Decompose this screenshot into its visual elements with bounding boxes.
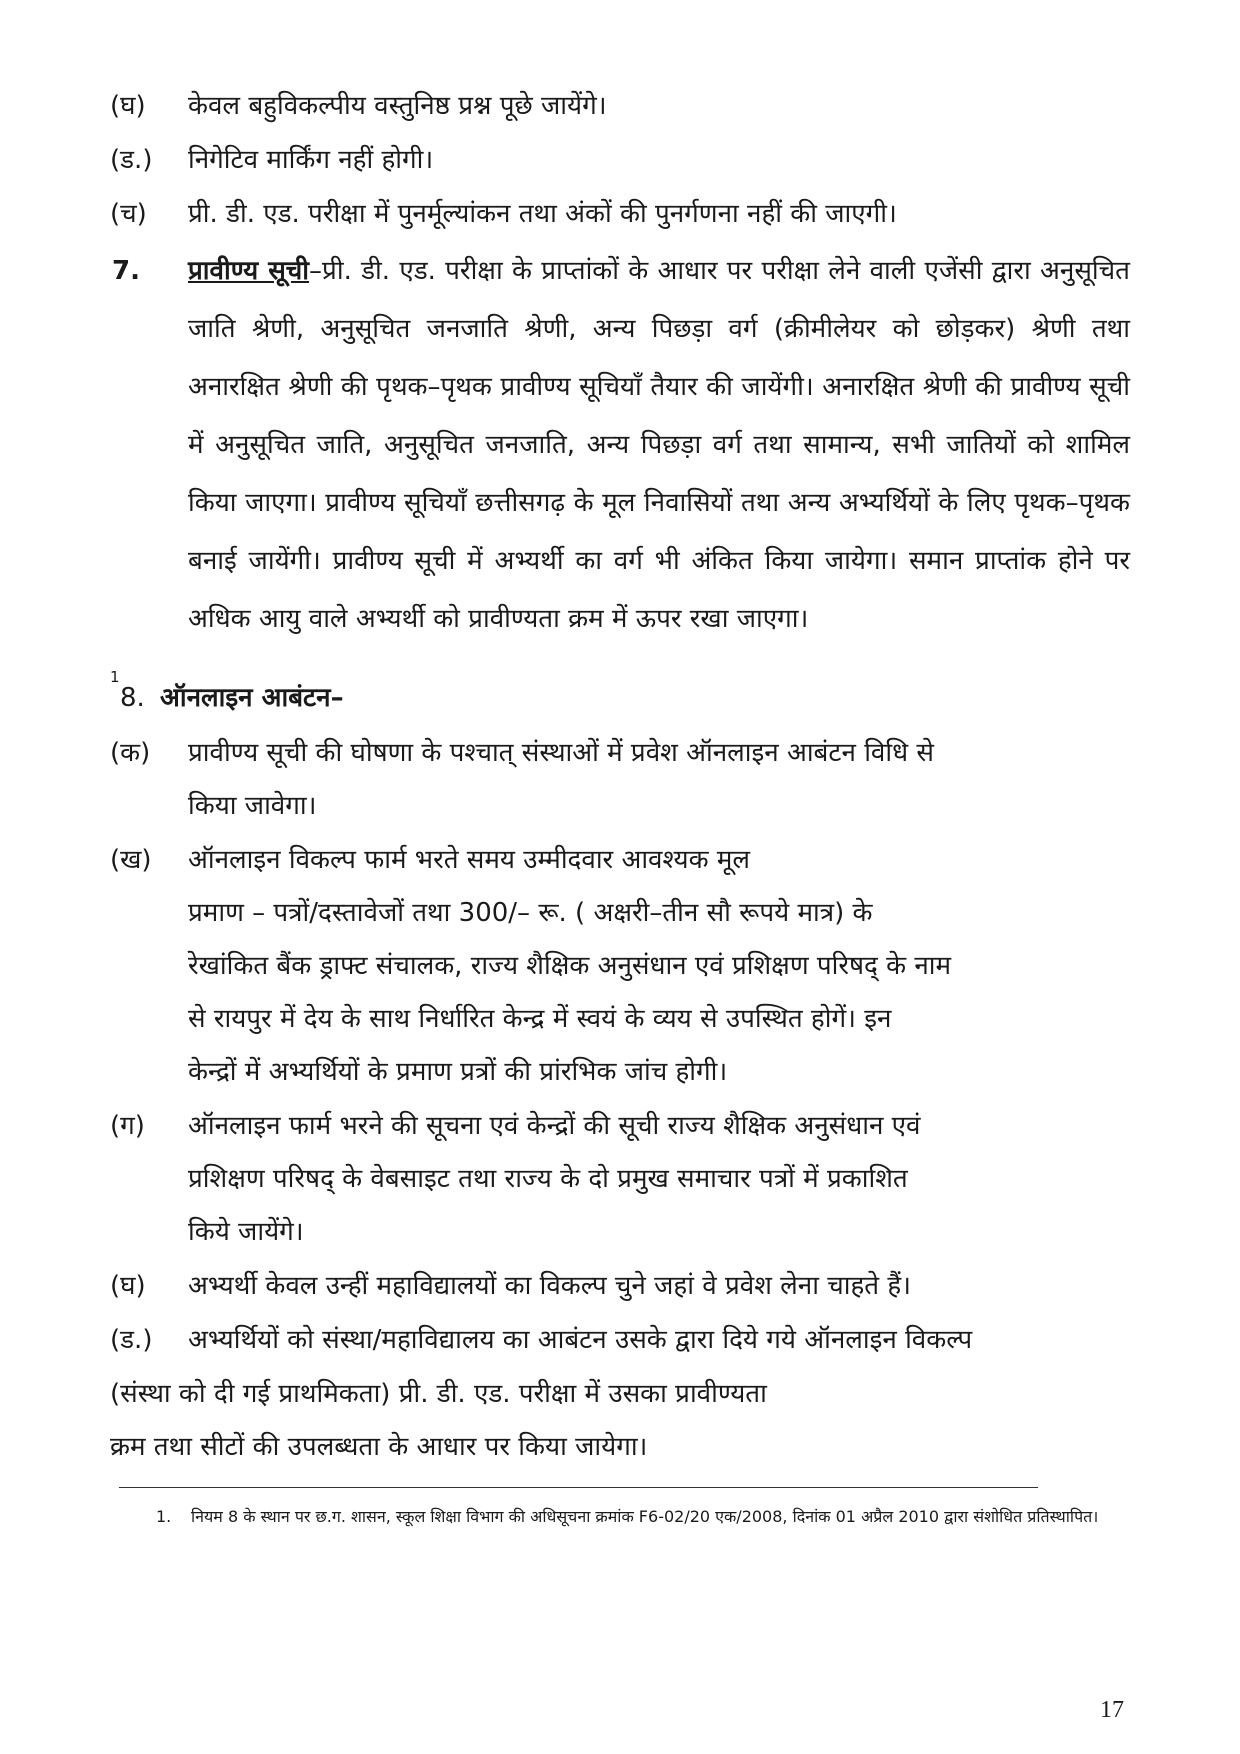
section-body: –प्री. डी. एड. परीक्षा के प्राप्तांकों के आधार पर परीक्षा लेने वाली एजेंसी द्वारा अनुसूचित जाति श्रेणी, अनुसूचित जनजाति श्रेणी, अन्य पिछड़ा वर्ग (क्रीमीलेयर को छोड़कर) श्रेणी तथा अनारक्षित श्रेणी की पृथक–पृथक प्रावीण्य सूचियाँ तैयार की जायेंगी। अनारक्षित श्रेणी की प्रावीण्य सूची में अनुसूचित जाति, अनुसूचित जनजाति, अन्य पिछड़ा वर्ग तथा सामान्य, सभी जातियों को शामिल किया जाएगा। प्रावीण्य सूचियाँ छत्तीसगढ़ के मूल निवासियों तथा अन्य अभ्यर्थियों के लिए पृथक–पृथक बनाई जायेंगी। प्रावीण्य सूची में अभ्यर्थी का वर्ग भी अंकित किया जायेगा। समान प्राप्तांक होने पर अधिक आयु वाले अभ्यर्थी को प्रावीण्यता क्रम में ऊपर रखा जाएगा। — [188, 256, 1130, 634]
footnote-number: 1. — [156, 1507, 172, 1526]
clause-line: प्रमाण – पत्रों/दस्तावेजों तथा 300/– रू. ( अक्षरी–तीन सौ रूपये मात्र) के — [188, 898, 873, 928]
clause-label: (घ) — [110, 1271, 146, 1301]
clause-line: प्रशिक्षण परिषद् के वेबसाइट तथा राज्य के दो प्रमुख समाचार पत्रों में प्रकाशित — [188, 1164, 908, 1194]
clause-label: (घ) — [110, 91, 146, 121]
clause-line: अभ्यर्थियों को संस्था/महाविद्यालय का आबंटन उसके द्वारा दिये गये ऑनलाइन विकल्प — [188, 1325, 973, 1355]
clause-label: (क) — [110, 738, 151, 768]
section-7-paragraph — [188, 242, 1130, 648]
clause-label: (ग) — [110, 1111, 145, 1141]
clause-line: रेखांकित बैंक ड्राफ्ट संचालक, राज्य शैक्षिक अनुसंधान एवं प्रशिक्षण परिषद् के नाम — [188, 951, 952, 981]
clause-text: केवल बहुविकल्पीय वस्तुनिष्ठ प्रश्न पूछे जायेंगे। — [188, 91, 607, 121]
clause-label: (ख) — [110, 845, 152, 875]
section-number: 8. — [120, 683, 145, 713]
footnote-marker: 1 — [110, 668, 120, 686]
clause-text: निगेटिव मार्किंग नहीं होगी। — [188, 145, 434, 175]
clause-label: (ड.) — [110, 1325, 153, 1355]
clause-line: किया जावेगा। — [188, 791, 317, 821]
clause-text: अभ्यर्थी केवल उन्हीं महाविद्यालयों का विकल्प चुने जहां वे प्रवेश लेना चाहते हैं। — [188, 1271, 911, 1301]
clause-line: (संस्था को दी गई प्राथमिकता) प्री. डी. एड. परीक्षा में उसका प्रावीण्यता — [110, 1379, 767, 1409]
section-heading: प्रावीण्य सूची — [188, 256, 310, 286]
clause-label: (ड.) — [110, 145, 153, 175]
section-number: 7. — [112, 256, 140, 286]
clause-line: किये जायेंगे। — [188, 1217, 304, 1247]
clause-line: क्रम तथा सीटों की उपलब्धता के आधार पर किया जायेगा। — [110, 1432, 648, 1462]
clause-line: केन्द्रों में अभ्यर्थियों के प्रमाण प्रत्रों की प्रांरभिक जांच होगी। — [188, 1057, 728, 1087]
clause-line: ऑनलाइन विकल्प फार्म भरते समय उम्मीदवार आवश्यक मूल — [188, 845, 751, 875]
clause-line: ऑनलाइन फार्म भरने की सूचना एवं केन्द्रों की सूची राज्य शैक्षिक अनुसंधान एवं — [188, 1111, 921, 1141]
clause-text: प्री. डी. एड. परीक्षा में पुनर्मूल्यांकन तथा अंकों की पुनर्गणना नहीं की जाएगी। — [188, 199, 897, 229]
clause-line: से रायपुर में देय के साथ निर्धारित केन्द्र में स्वयं के व्यय से उपस्थित होगें। इन — [188, 1004, 892, 1034]
footnote-separator — [119, 1487, 1038, 1488]
page-number: 17 — [1100, 1697, 1124, 1723]
clause-line: प्रावीण्य सूची की घोषणा के पश्चात् संस्थाओं में प्रवेश ऑनलाइन आबंटन विधि से — [188, 738, 934, 768]
footnote-text: नियम 8 के स्थान पर छ.ग. शासन, स्कूल शिक्षा विभाग की अधिसूचना क्रमांक F6-02/20 एक/2008, दिनांक 01 अप्रैल 2010 द्वारा संशोधित प्रतिस्थापित। — [191, 1507, 1099, 1526]
clause-label: (च) — [110, 199, 147, 229]
section-heading: ऑनलाइन आबंटन– — [160, 683, 344, 713]
